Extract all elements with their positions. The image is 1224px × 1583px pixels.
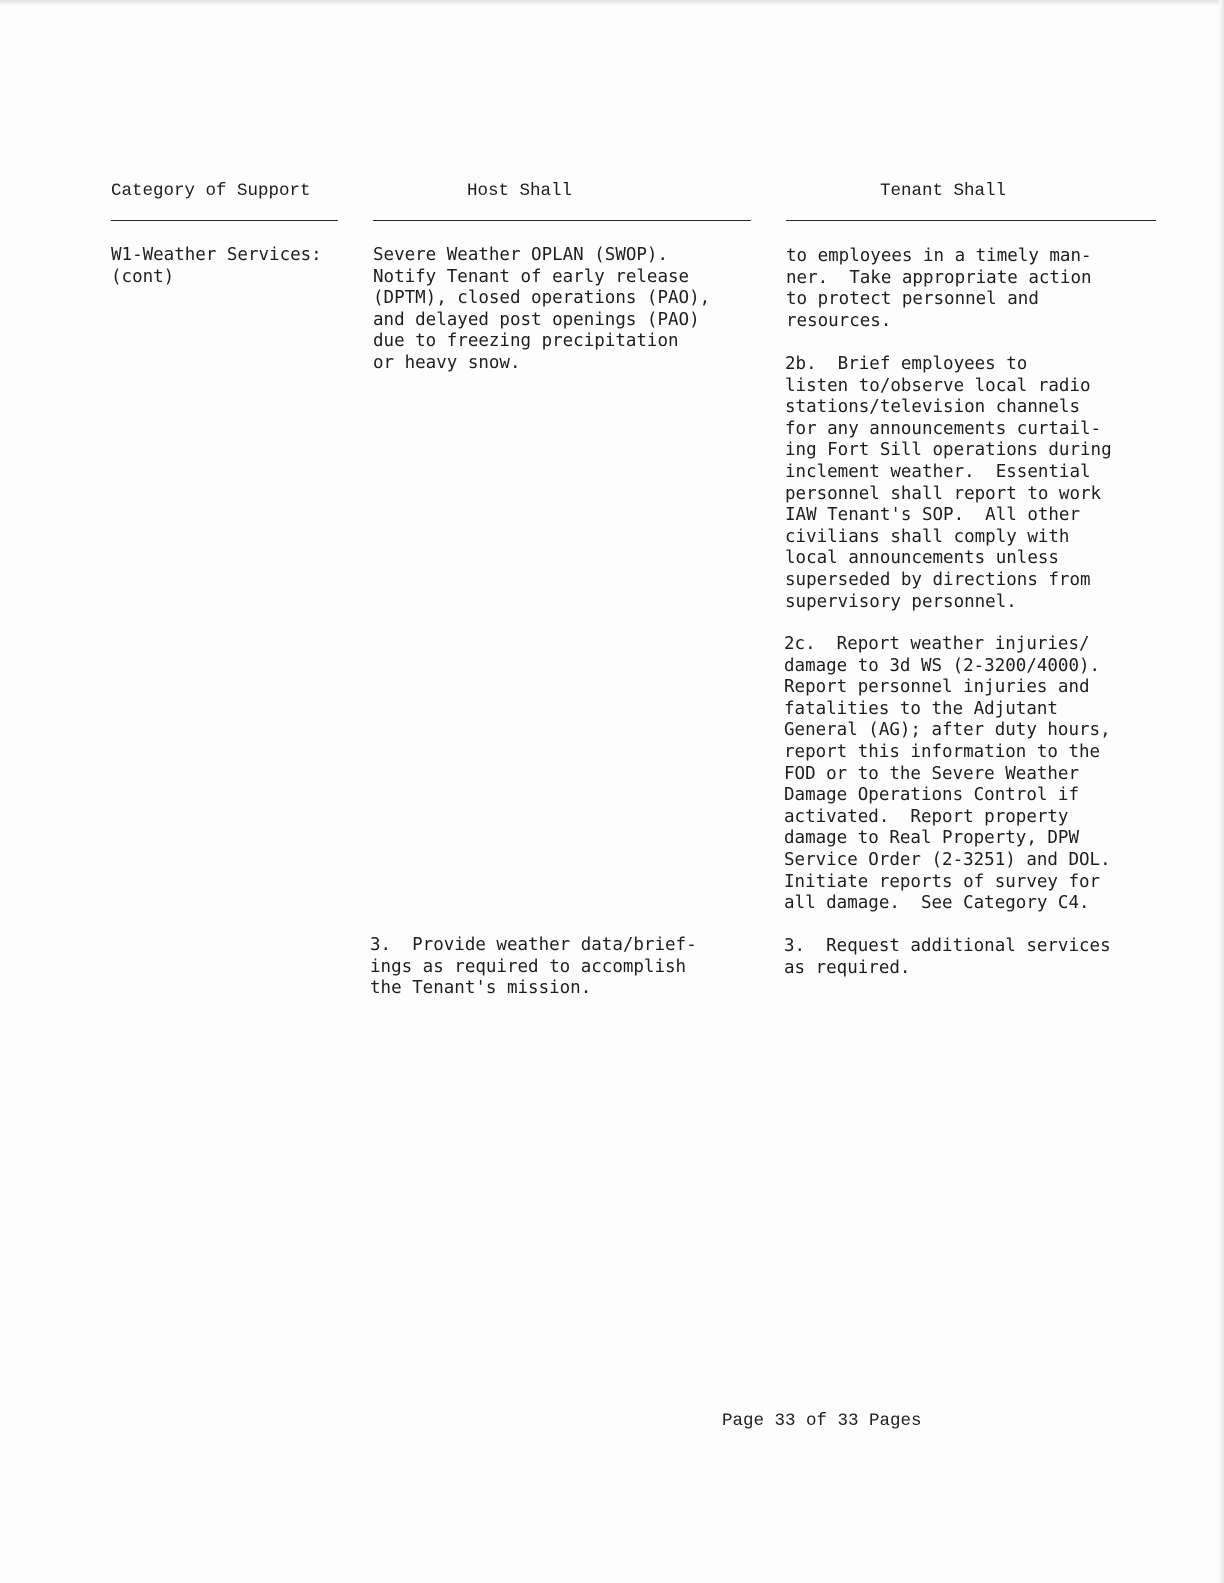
page-number: Page 33 of 33 Pages xyxy=(722,1411,922,1431)
scan-edge-right xyxy=(1219,0,1224,1583)
tenant-paragraph-2c: 2c. Report weather injuries/ damage to 3d WS (2-3200/4000). Report personnel injuries and fatalities to the Adjutant General (AG); after duty hours, report this information to the FOD or to the Severe Weather Damage Operations Control if activated. Report property damage to Real Property, DPW Service Order (2-3251) and DOL. Initiate reports of survey for all damage. See Category C4. xyxy=(784,634,1111,914)
tenant-paragraph-3: 3. Request additional services as required. xyxy=(784,936,1111,978)
category-cell: W1-Weather Services: (cont) xyxy=(111,245,322,287)
host-paragraph-3: 3. Provide weather data/brief- ings as required to accomplish the Tenant's mission. xyxy=(370,935,697,999)
header-host-shall: Host Shall xyxy=(467,181,573,201)
tenant-paragraph-2b: 2b. Brief employees to listen to/observe local radio stations/television channels for any announcements curtail- ing Fort Sill operations during inclement weather. Essential personnel shall report to work IAW Tenant's SOP. All other civilians shall comply with local announcements unless superseded by directions from supervisory personnel. xyxy=(785,354,1112,612)
host-header-rule xyxy=(373,220,751,221)
header-category-of-support: Category of Support xyxy=(111,181,311,201)
tenant-paragraph-continued: to employees in a timely man- ner. Take appropriate action to protect personnel and resources. xyxy=(786,246,1092,331)
scan-edge-top xyxy=(0,0,1224,6)
tenant-header-rule xyxy=(786,220,1156,221)
header-tenant-shall: Tenant Shall xyxy=(880,181,1007,201)
category-header-rule xyxy=(111,220,338,221)
host-paragraph-swop: Severe Weather OPLAN (SWOP). Notify Tenant of early release (DPTM), closed operations (PAO), and delayed post openings (PAO) due to freezing precipitation or heavy snow. xyxy=(373,245,711,373)
